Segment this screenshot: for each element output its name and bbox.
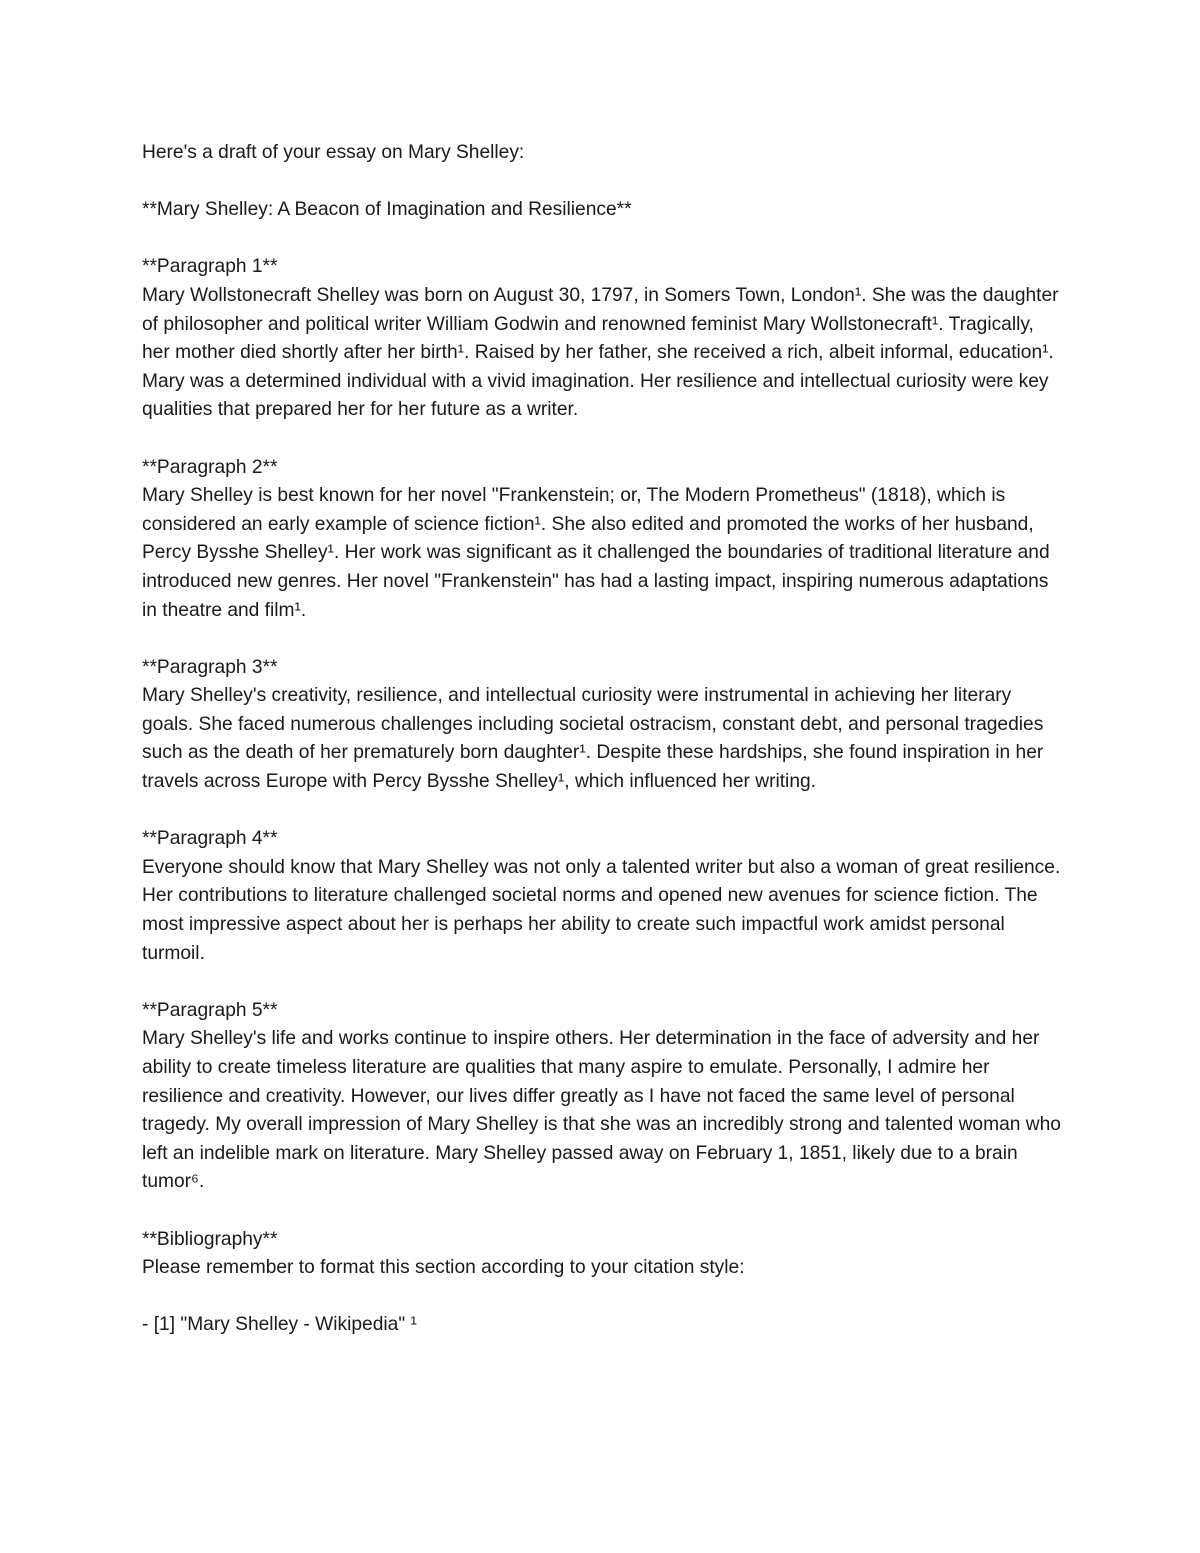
paragraph-1-text: Mary Wollstonecraft Shelley was born on August 30, 1797, in Somers Town, London¹. She was the daughter of philosopher and political writer William Godwin and renowned feminist Mary Wollstonecraft¹. Tragically, her mother died shortly after her birth¹. Raised by her father, she received a rich, albeit informal, education¹. Mary was a determined individual with a vivid imagination. Her resilience and intellectual curiosity were key qualities that prepared her for her future as a writer. <box>142 284 1059 421</box>
intro-line: Here's a draft of your essay on Mary Shelley: <box>142 142 525 163</box>
bibliography-entry: - [1] "Mary Shelley - Wikipedia" ¹ <box>142 1314 417 1336</box>
spacer <box>142 1283 1062 1312</box>
paragraph-3-heading: **Paragraph 3** <box>142 656 278 678</box>
spacer <box>142 168 1062 197</box>
paragraph-1-heading: **Paragraph 1** <box>142 256 278 278</box>
spacer <box>142 797 1062 826</box>
paragraph-4-heading: **Paragraph 4** <box>142 828 278 850</box>
spacer <box>142 225 1062 254</box>
paragraph-5-heading: **Paragraph 5** <box>142 999 278 1021</box>
paragraph-3-text: Mary Shelley's creativity, resilience, and intellectual curiosity were instrumental in achieving her literary goals. She faced numerous challenges including societal ostracism, constant debt, and personal tragedies such as the death of her prematurely born daughter¹. Despite these hardships, she found inspiration in her travels across Europe with Percy Bysshe Shelley¹, which influenced her writing. <box>142 685 1044 793</box>
bibliography-heading: **Bibliography** <box>142 1228 278 1250</box>
spacer <box>142 968 1062 997</box>
paragraph-5-text: Mary Shelley's life and works continue to inspire others. Her determination in the face of adversity and her ability to create timeless literature are qualities that many aspire to emulate. Personally, I admire her resilience and creativity. However, our lives differ greatly as I have not faced the same level of personal tragedy. My overall impression of Mary Shelley is that she was an incredibly strong and talented woman who left an indelible mark on literature. Mary Shelley passed away on February 1, 1851, likely due to a brain tumor⁶. <box>142 1028 1061 1193</box>
paragraph-2-heading: **Paragraph 2** <box>142 456 278 478</box>
spacer <box>142 625 1062 654</box>
paragraph-2-text: Mary Shelley is best known for her novel "Frankenstein; or, The Modern Prometheus" (1818), which is considered an early example of science fiction¹. She also edited and promoted the works of her husband, Percy Bysshe Shelley¹. Her work was significant as it challenged the boundaries of traditional literature and introduced new genres. Her novel "Frankenstein" has had a lasting impact, inspiring numerous adaptations in theatre and film¹. <box>142 485 1050 621</box>
spacer <box>142 1197 1062 1226</box>
spacer <box>142 425 1062 454</box>
paragraph-4-text: Everyone should know that Mary Shelley was not only a talented writer but also a woman of great resilience. Her contributions to literature challenged societal norms and opened new avenues for science fiction. The most impressive aspect about her is perhaps her ability to create such impactful work amidst personal turmoil. <box>142 856 1061 964</box>
document-page <box>142 139 1062 1340</box>
bibliography-note: Please remember to format this section according to your citation style: <box>142 1257 745 1279</box>
essay-title: **Mary Shelley: A Beacon of Imagination and Resilience** <box>142 199 632 221</box>
